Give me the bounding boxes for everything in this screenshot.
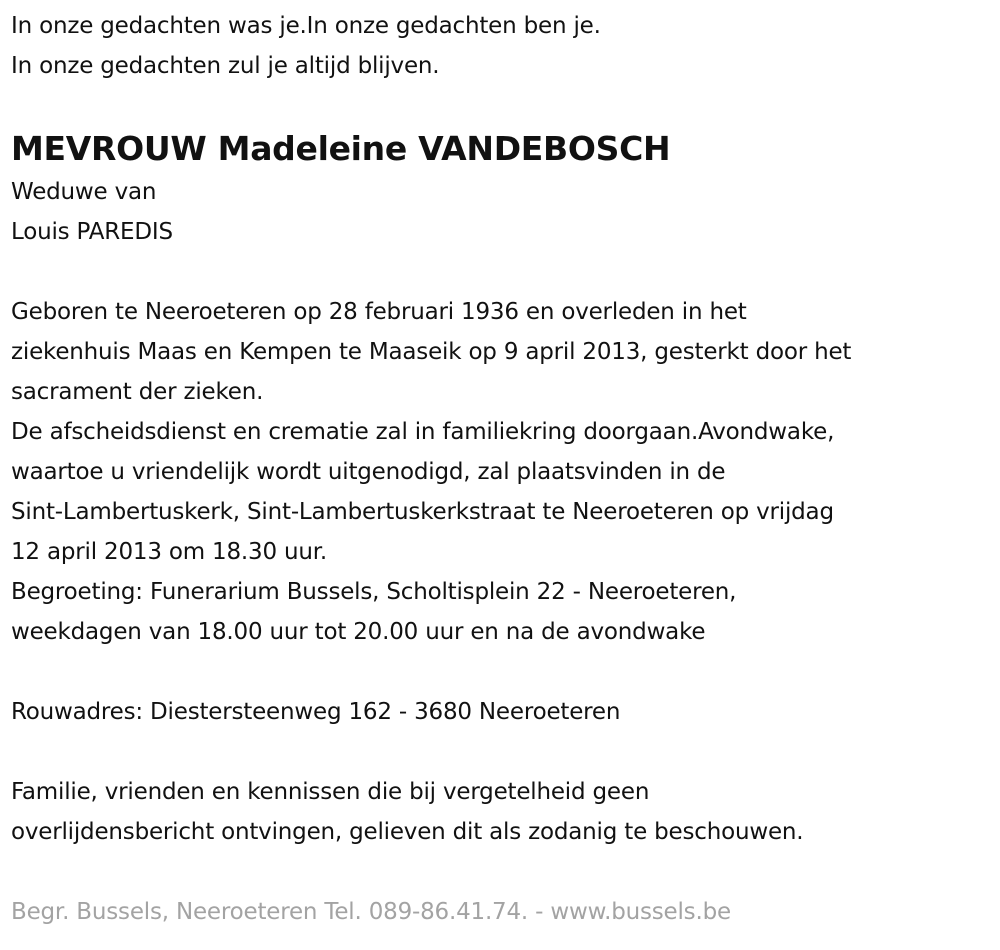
mourning-address: Rouwadres: Diestersteenweg 162 - 3680 Neeroeteren — [11, 699, 621, 725]
announcement-line: weekdagen van 18.00 uur tot 20.00 uur en na de avondwake — [11, 619, 706, 645]
spacer — [11, 852, 996, 892]
announcement-line: waartoe u vriendelijk wordt uitgenodigd, zal plaatsvinden in de — [11, 459, 726, 485]
announcement-line: Sint-Lambertuskerk, Sint-Lambertuskerkstraat te Neeroeteren op vrijdag — [11, 499, 834, 525]
announcement-line: De afscheidsdienst en crematie zal in familiekring doorgaan.Avondwake, — [11, 419, 835, 445]
spacer — [11, 252, 996, 292]
death-notice — [11, 6, 996, 932]
announcement-line: Begroeting: Funerarium Bussels, Scholtisplein 22 - Neeroeteren, — [11, 579, 737, 605]
announcement-text — [11, 292, 996, 652]
relation-label: Weduwe van — [11, 179, 157, 205]
poem-line-2: In onze gedachten zul je altijd blijven. — [11, 53, 440, 79]
closing-line-1: Familie, vrienden en kennissen die bij vergetelheid geen — [11, 779, 650, 805]
closing-line-2: overlijdensbericht ontvingen, gelieven dit als zodanig te beschouwen. — [11, 819, 804, 845]
announcement-line: Geboren te Neeroeteren op 28 februari 1936 en overleden in het — [11, 299, 747, 325]
spacer — [11, 86, 996, 126]
poem-line-1: In onze gedachten was je.In onze gedachten ben je. — [11, 13, 601, 39]
funeral-home-footer: Begr. Bussels, Neeroeteren Tel. 089-86.41.74. - www.bussels.be — [11, 899, 731, 925]
announcement-line: ziekenhuis Maas en Kempen te Maaseik op 9 april 2013, gesterkt door het — [11, 339, 852, 365]
spacer — [11, 732, 996, 772]
announcement-line: 12 april 2013 om 18.30 uur. — [11, 539, 328, 565]
deceased-name: MEVROUW Madeleine VANDEBOSCH — [11, 129, 671, 168]
spacer — [11, 652, 996, 692]
spouse-name: Louis PAREDIS — [11, 219, 173, 245]
announcement-line: sacrament der zieken. — [11, 379, 264, 405]
